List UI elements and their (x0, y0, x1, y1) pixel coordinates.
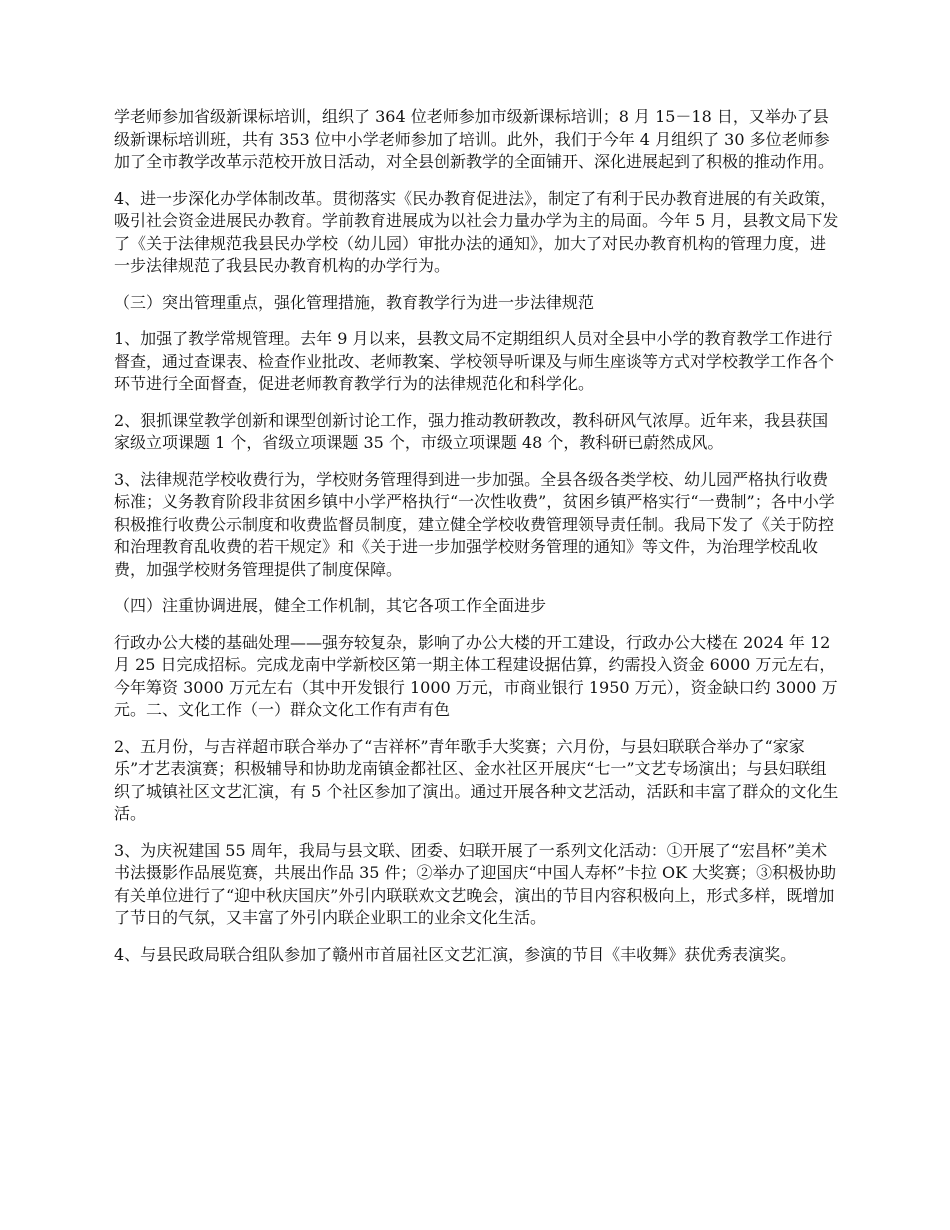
document-body (114, 106, 840, 980)
paragraph-contests: 2、五月份，与吉祥超市联合举办了“吉祥杯”青年歌手大奖赛；六月份，与县妇联联合举办了“家家乐”才艺表演赛；积极辅导和协助龙南镇金都社区、金水社区开展庆“七一”文艺专场演出；与县妇联组织了城镇社区文艺汇演，有 5 个社区参加了演出。通过开展各种文艺活动，活跃和丰富了群众的文化生活。 (114, 736, 839, 823)
section-heading-coordination: （四）注重协调进展，健全工作机制，其它各项工作全面进步 (114, 596, 547, 615)
paragraph-teaching-routine: 1、加强了教学常规管理。去年 9 月以来，县教文局不定期组织人员对全县中小学的教育教学工作进行督查，通过查课表、检查作业批改、老师教案、学校领导听课及与师生座谈等方式对学校教学工作各个环节进行全面督查，促进老师教育教学行为的法律规范化和科学化。 (114, 329, 835, 393)
paragraph-research: 2、狠抓课堂教学创新和课型创新讨论工作，强力推动教研教改，教科研风气浓厚。近年来，我县获国家级立项课题 1 个，省级立项课题 35 个，市级立项课题 48 个，教科研已蔚然成风。 (114, 410, 829, 452)
paragraph-fees: 3、法律规范学校收费行为，学校财务管理得到进一步加强。全县各级各类学校、幼儿园严格执行收费标准；义务教育阶段非贫困乡镇中小学严格执行“一次性收费”，贫困乡镇严格实行“一费制”；各中小学积极推行收费公示制度和收费监督员制度，建立健全学校收费管理领导责任制。我局下发了《关于防控和治理教育乱收费的若干规定》和《关于进一步加强学校财务管理的通知》等文件，为治理学校乱收费，加强学校财务管理提供了制度保障。 (114, 469, 835, 579)
paragraph-office-building: 行政办公大楼的基础处理——强夯较复杂，影响了办公大楼的开工建设，行政办公大楼在 2024 年 12 月 25 日完成招标。完成龙南中学新校区第一期主体工程建设据估算，约需投入资金 6000 万元左右，今年筹资 3000 万元左右（其中开发银行 1000 万元，市商业银行 1950 万元），资金缺口约 3000 万元。二、文化工作（一）群众文化工作有声有色 (114, 632, 838, 719)
paragraph-private-education: 4、进一步深化办学体制改革。贯彻落实《民办教育促进法》，制定了有利于民办教育进展的有关政策，吸引社会资金进展民办教育。学前教育进展成为以社会力量办学为主的局面。今年 5 月，县教文局下发了《关于法律规范我县民办学校（幼儿园）审批办法的通知》，加大了对民办教育机构的管理力度，进一步法律规范了我县民办教育机构的办学行为。 (114, 188, 839, 275)
section-heading-management: （三）突出管理重点，强化管理措施，教育教学行为进一步法律规范 (114, 292, 595, 312)
paragraph-teacher-training: 学老师参加省级新课标培训，组织了 364 位老师参加市级新课标培训；8 月 15－18 日，又举办了县级新课标培训班，共有 353 位中小学老师参加了培训。此外，我们于今年 4 月组织了 30 多位老师参加了全市教学改革示范校开放日活动，对全县创新教学的全面铺开、深化进展起到了积极的推动作用。 (114, 107, 835, 171)
paragraph-anniversary: 3、为庆祝建国 55 周年，我局与县文联、团委、妇联开展了一系列文化活动：①开展了“宏昌杯”美术书法摄影作品展览赛，共展出作品 35 件；②举办了迎国庆“中国人寿杯”卡拉 OK 大奖赛；③积极协助有关单位进行了“迎中秋庆国庆”外引内联联欢文艺晚会，演出的节目内容积极向上，形式多样，既增加了节日的气氛，又丰富了外引内联企业职工的业余文化生活。 (114, 840, 837, 927)
paragraph-community-show: 4、与县民政局联合组队参加了赣州市首届社区文艺汇演，参演的节目《丰收舞》获优秀表演奖。 (114, 944, 797, 964)
